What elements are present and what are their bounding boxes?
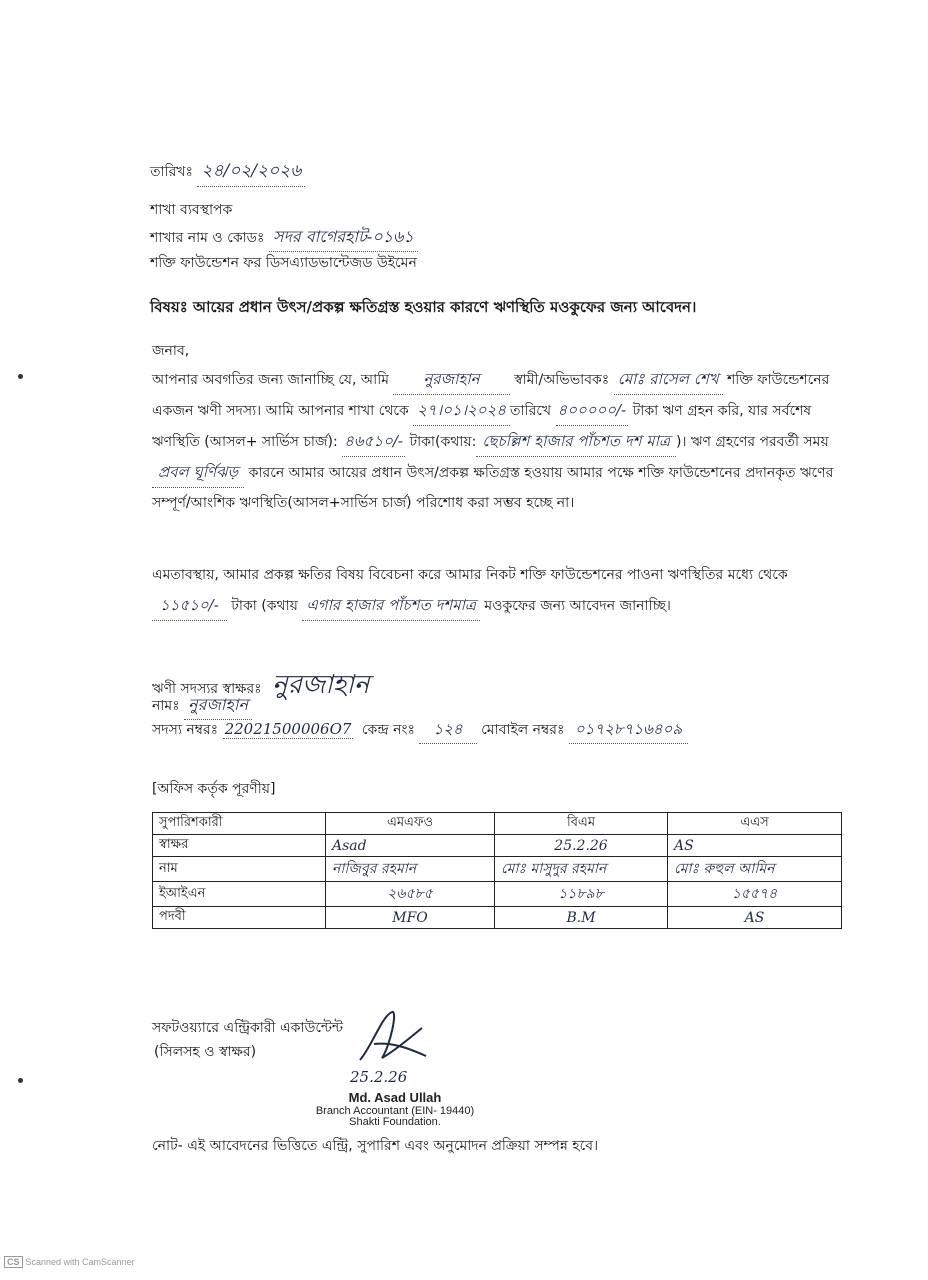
row-label: স্বাক্ষর	[153, 835, 326, 857]
application-paragraph-2	[152, 560, 846, 621]
branch-value: সদর বাগেরহাট-০১৬১	[269, 224, 418, 252]
table-header-cell: বিএম	[495, 813, 668, 835]
mobile-no-value: ০১৭২৮৭১৬৪০৯	[569, 718, 688, 744]
as-signature: AS	[668, 835, 842, 857]
mfo-signature: Asad	[326, 835, 495, 857]
scanner-watermark	[4, 1256, 135, 1268]
recipient-title: শাখা ব্যবস্থাপক	[150, 202, 233, 218]
table-header-cell: সুপারিশকারী	[153, 813, 326, 835]
table-row	[153, 882, 842, 907]
guardian-name-field: মোঃ রাসেল শেখ	[614, 364, 723, 395]
loan-date-field: ২৭।০১।২০২৪	[413, 395, 510, 426]
bm-name: মোঃ মাসুদুর রহমান	[495, 857, 668, 882]
note-line: নোট- এই আবেদনের ভিত্তিতে এন্ট্রি, সুপারিশ এবং অনুমোদন প্রক্রিয়া সম্পন্ন হবে।	[152, 1138, 599, 1154]
organization-name: শক্তি ফাউন্ডেশন ফর ডিসএ্যাডভান্টেজড উইমেন	[150, 255, 417, 271]
scan-dot	[18, 1078, 23, 1083]
member-name-field: নুরজাহান	[393, 364, 509, 395]
office-approval-table	[152, 812, 842, 929]
center-no-label: কেন্দ্র নংঃ	[361, 722, 415, 738]
loan-amount-field: ৪০০০০০/-	[556, 395, 629, 426]
applicant-name-row	[152, 692, 252, 720]
scan-dot	[18, 374, 23, 379]
bm-designation: B.M	[495, 907, 668, 929]
table-row	[153, 857, 842, 882]
stamp-name: Md. Asad Ullah	[348, 1090, 442, 1105]
table-header-cell: এএস	[668, 813, 842, 835]
branch-row	[150, 224, 418, 252]
salutation: জনাব,	[152, 343, 190, 359]
para1-text-4: তারিখে	[510, 403, 552, 419]
mfo-ein: ২৬৫৮৫	[326, 882, 495, 907]
as-ein: ১৫৫৭৪	[668, 882, 842, 907]
row-label: নাম	[153, 857, 326, 882]
date-label: তারিখঃ	[150, 164, 193, 180]
mobile-no-label: মোবাইল নম্বরঃ	[481, 722, 565, 738]
table-header-cell: এমএফও	[326, 813, 495, 835]
para1-text-6: টাকা(কথায়:	[409, 434, 477, 450]
accountant-label-2: (সিলসহ ও স্বাক্ষর)	[154, 1044, 257, 1060]
para1-text-1: আপনার অবগতির জন্য জানাচ্ছি যে, আমি	[152, 372, 390, 388]
mfo-designation: MFO	[326, 907, 495, 929]
accountant-sign-date: 25.2.26	[350, 1068, 408, 1086]
member-no-label: সদস্য নম্বরঃ	[152, 722, 219, 738]
subject-line: বিষয়ঃ আয়ের প্রধান উৎস/প্রকল্প ক্ষতিগ্রস্ত হওয়ার কারণে ঋণস্থিতি মওকুফের জন্য আবেদন।	[150, 298, 697, 316]
applicant-name-value: নুরজাহান	[184, 692, 252, 720]
table-header-row	[153, 813, 842, 835]
member-no-value: 22021500006O7	[224, 720, 352, 738]
mfo-name: নাজিবুর রহমান	[326, 857, 495, 882]
table-row	[153, 907, 842, 929]
office-use-title: [অফিস কর্তৃক পূরণীয়]	[152, 781, 276, 797]
table-row	[153, 835, 842, 857]
stamp-role: Branch Accountant (EIN- 19440)	[315, 1105, 475, 1117]
para2-text-2: টাকা (কথায়	[231, 598, 298, 614]
waive-words-field: এগার হাজার পাঁচশত দশমাত্র	[302, 590, 480, 621]
camscanner-logo-icon: CS	[4, 1256, 23, 1268]
para1-text-3: শক্তি ফাউন্ডেশনের একজন ঋণী সদস্য। আমি আপনার শাখা থেকে	[152, 372, 830, 419]
row-label: ইআইএন	[153, 882, 326, 907]
para2-text-3: মওকুফের জন্য আবেদন জানাচ্ছি।	[484, 598, 671, 614]
accountant-stamp	[300, 1090, 490, 1128]
accountant-label-1: সফটওয়্যারে এন্ট্রিকারী একাউন্টেন্ট	[152, 1020, 344, 1036]
applicant-ids-row	[152, 718, 688, 744]
date-value: ২৪/০২/২০২৬	[197, 158, 305, 187]
balance-words-field: ছেচল্লিশ হাজার পাঁচশত দশ মাত্র	[476, 426, 676, 457]
center-no-value: ১২৪	[419, 718, 476, 744]
row-label: পদবী	[153, 907, 326, 929]
para1-text-5: টাকা ঋণ গ্রহন করি, যার সর্বশেষ ঋণস্থিতি (আসল+ সার্ভিস চার্জ):	[152, 403, 812, 450]
balance-amount-field: ৪৬৫১০/-	[342, 426, 405, 457]
branch-label: শাখার নাম ও কোডঃ	[150, 230, 265, 246]
watermark-text: Scanned with CamScanner	[25, 1257, 135, 1267]
bm-signature: 25.2.26	[495, 835, 668, 857]
application-paragraph-1	[152, 364, 846, 518]
waive-amount-field: ১১৫১০/-	[152, 590, 227, 621]
damage-cause-field: প্রবল ঘূর্ণিঝড়	[152, 457, 244, 488]
para2-text-1: এমতাবস্থায়, আমার প্রকল্প ক্ষতির বিষয় বিবেচনা করে আমার নিকট শক্তি ফাউন্ডেশনের পাওনা ঋণস্থিতির মধ্যে থেকে	[152, 567, 788, 583]
stamp-org: Shakti Foundation.	[349, 1116, 441, 1128]
date-row	[150, 158, 305, 187]
para1-text-2: স্বামী/অভিভাবকঃ	[514, 372, 610, 388]
accountant-signature-mark	[352, 1006, 432, 1070]
as-name: মোঃ রুহুল আমিন	[668, 857, 842, 882]
applicant-signature: নুরজাহান	[272, 670, 370, 700]
bm-ein: ১১৮৯৮	[495, 882, 668, 907]
para1-text-7: )। ঋণ গ্রহণের পরবর্তী সময়	[675, 434, 829, 450]
para1-text-8: কারনে আমার আয়ের প্রধান উৎস/প্রকল্প ক্ষতিগ্রস্ত হওয়ায় আমার পক্ষে শক্তি ফাউন্ডেশনের প্রদানকৃত ঋণের সম্পূর্ণ/আংশিক ঋণস্থিতি(আসল+সার্ভিস চার্জ) পরিশোধ করা সম্ভব হচ্ছে না।	[152, 465, 834, 511]
applicant-name-label: নামঃ	[152, 698, 180, 714]
as-designation: AS	[668, 907, 842, 929]
applicant-signature-label: ঋণী সদস্যর স্বাক্ষরঃ	[152, 681, 262, 697]
